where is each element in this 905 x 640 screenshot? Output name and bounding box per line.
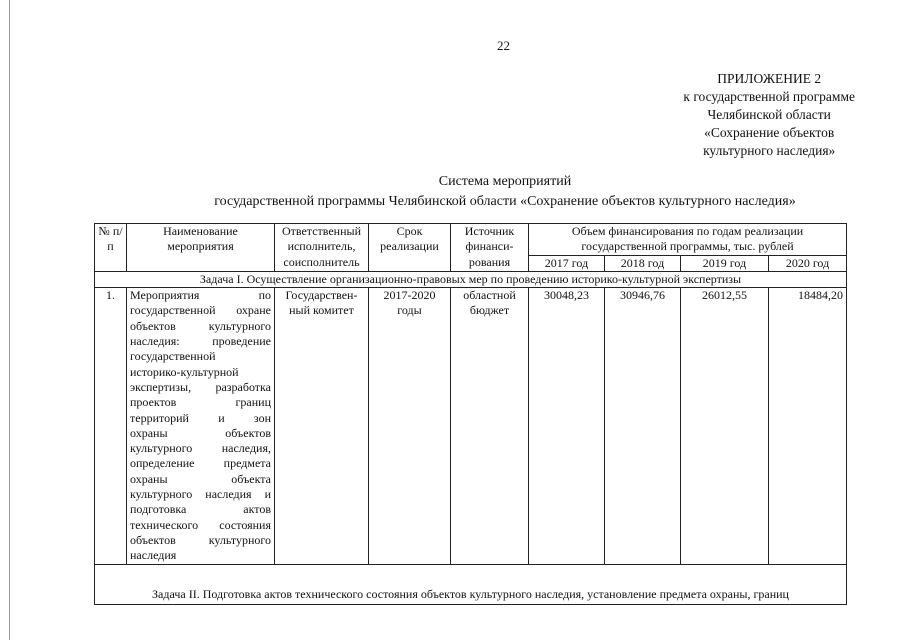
header-funding: Объем финансирования по годам реализации государственной программы, тыс. рублей <box>529 224 847 256</box>
measures-table <box>94 223 847 605</box>
measure-name-line: Мероприятия по <box>130 288 271 303</box>
measure-name-line: культурного наследия, <box>130 441 271 456</box>
measure-name-line: охраны объектов <box>130 425 271 440</box>
value-cell: 26012,55 <box>681 288 769 564</box>
measure-name-line: проектов границ <box>130 395 271 410</box>
header-source: Источник финанси-рования <box>451 224 529 272</box>
title-line-1: Система мероприятий <box>438 174 572 189</box>
measure-name-line: технического состояния <box>130 517 271 532</box>
value-cell: 18484,20 <box>769 288 847 564</box>
row-number: 1. <box>95 288 127 564</box>
appendix-line: Челябинской области <box>707 107 831 122</box>
header-term: Срок реализации <box>369 224 451 272</box>
measure-name-line: наследия <box>130 548 177 563</box>
header-year: 2019 год <box>681 255 769 271</box>
term-cell: 2017-2020 годы <box>369 288 451 564</box>
measure-name-line: государственной охране <box>130 303 271 318</box>
measure-name-cell <box>127 288 275 564</box>
header-year: 2018 год <box>605 255 681 271</box>
page-number: 22 <box>497 38 510 53</box>
document-title <box>170 172 840 212</box>
task-row <box>95 271 847 287</box>
value-cell: 30048,23 <box>529 288 605 564</box>
header-name: Наименование мероприятия <box>127 224 275 272</box>
measure-name-line: подготовка актов <box>130 502 271 517</box>
task-2-title: Задача II. Подготовка актов технического состояния объектов культурного наследия, установление предмета охраны, границ <box>95 564 847 604</box>
appendix-line: культурного наследия» <box>703 143 836 158</box>
measure-name-line: территорий и зон <box>130 410 271 425</box>
appendix-line: «Сохранение объектов <box>704 125 835 140</box>
executor-cell: Государствен-ный комитет <box>275 288 369 564</box>
measure-name-line: охраны объекта <box>130 471 271 486</box>
header-executor: Ответственный исполнитель, соисполнитель <box>275 224 369 272</box>
measure-name-line: объектов культурного <box>130 318 271 333</box>
page-edge-line <box>9 0 10 640</box>
measure-name-line: наследия: проведение <box>130 334 271 349</box>
appendix-line: ПРИЛОЖЕНИЕ 2 <box>717 71 822 86</box>
table-header-row <box>95 224 847 256</box>
table-row <box>95 288 847 564</box>
measure-name-line: определение предмета <box>130 456 271 471</box>
measure-name-line: культурного наследия и <box>130 487 271 502</box>
task-row <box>95 564 847 604</box>
header-year: 2020 год <box>769 255 847 271</box>
title-line-2: государственной программы Челябинской области «Сохранение объектов культурного наследия» <box>214 194 796 209</box>
value-cell: 30946,76 <box>605 288 681 564</box>
appendix-header <box>683 70 855 160</box>
header-num: № п/п <box>95 224 127 272</box>
appendix-line: к государственной программе <box>683 89 855 104</box>
task-1-title: Задача I. Осуществление организационно-правовых мер по проведению историко-культурной экспертизы <box>95 271 847 287</box>
source-cell: областной бюджет <box>451 288 529 564</box>
measure-name-line: экспертизы, разработка <box>130 379 271 394</box>
header-year: 2017 год <box>529 255 605 271</box>
measure-name-line: историко-культурной <box>130 364 239 379</box>
measure-name-line: государственной <box>130 349 216 364</box>
measure-name-line: объектов культурного <box>130 532 271 547</box>
